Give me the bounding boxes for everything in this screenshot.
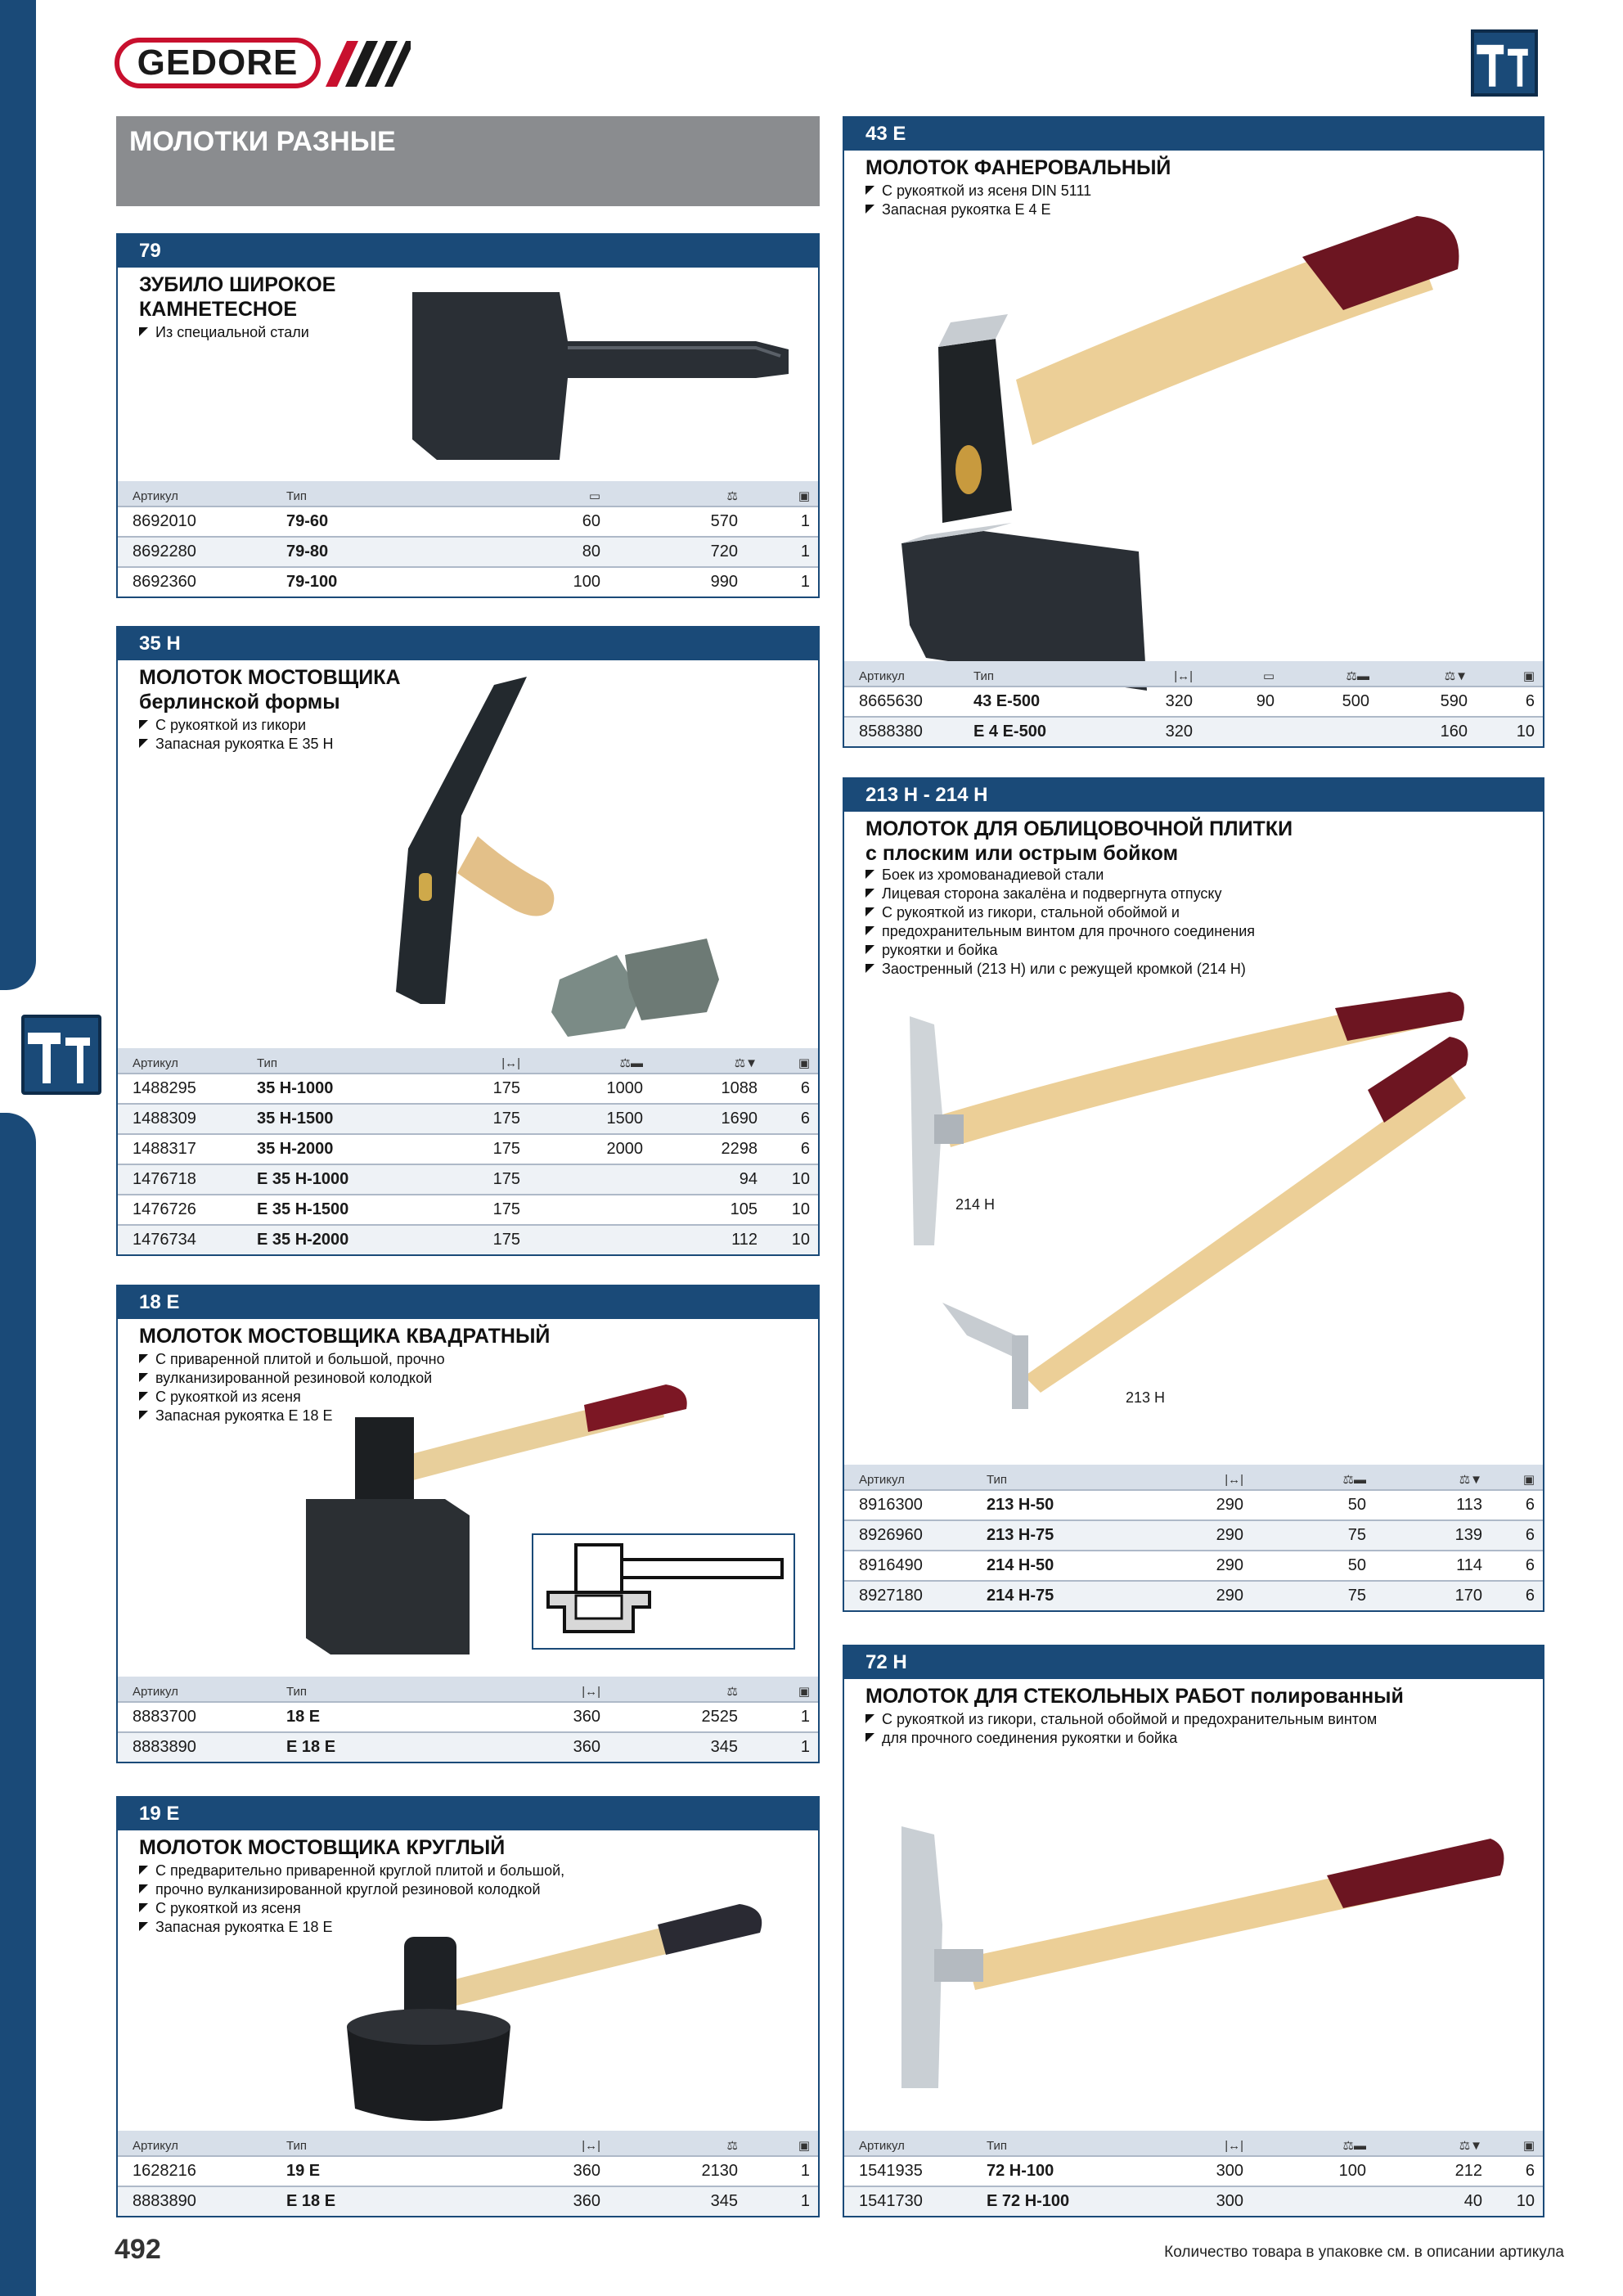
wide-chisel-image [404,284,797,464]
table-row: 1488295 35 H-1000 175 1000 1088 6 [118,1073,818,1103]
spec-table: Артикул Тип |↔| ⚖ ▣ 8883700 18 E 360 2525 1 8883890 E 18 E 360 345 1 [118,1677,818,1762]
table-row: 1476726 E 35 H-1500 175 105 10 [118,1194,818,1224]
width-mm-icon: ▭ [588,489,600,503]
spec-table: Артикул Тип |↔| ⚖▬ ⚖▼ ▣ 8916300 213 H-50 290 50 113 6 8926960 213 H-75 290 75 139 6 8916490 214 H-50 290 50 114 6 8927180 214 H-75 290 75 170 6 [844,1465,1543,1610]
package-icon: ▣ [798,489,810,503]
table-row: 8692010 79-60 60 570 1 [118,506,818,536]
card-213h-214h [843,777,1544,1612]
card-35h [116,626,820,1256]
side-tab-top [0,0,36,990]
card-title: МОЛОТОК МОСТОВЩИКА КРУГЛЫЙ [139,1836,506,1859]
card-code: 79 [118,235,818,268]
hammer-category-corner-icon[interactable] [1471,29,1538,97]
card-code: 43 E [844,118,1543,151]
table-row: 8927180 214 H-75 290 75 170 6 [844,1580,1543,1610]
page-title: МОЛОТКИ РАЗНЫЕ [129,126,396,157]
hammer-category-icon[interactable] [21,1015,101,1095]
table-row: 8692360 79-100 100 990 1 [118,566,818,597]
footer-note: Количество товара в упаковке см. в описании артикула [1164,2244,1564,2261]
table-row: 8665630 43 E-500 320 90 500 590 6 [844,686,1543,716]
weight-icon: ⚖ [726,489,738,503]
weight-icon: ⚖ [726,2139,738,2153]
gedore-logo: GEDORE [115,38,411,88]
card-title: МОЛОТОК ДЛЯ СТЕКОЛЬНЫХ РАБОТ полированный [865,1685,1404,1708]
table-row: 1541935 72 H-100 300 100 212 6 [844,2155,1543,2186]
table-row: 8883890 E 18 E 360 345 1 [118,1731,818,1762]
package-icon: ▣ [1522,669,1535,683]
card-bullets: Из специальной стали [139,323,309,342]
head-weight-icon: ⚖▬ [619,1056,643,1070]
total-weight-icon: ⚖▼ [734,1056,758,1070]
table-row: 8692280 79-80 80 720 1 [118,536,818,566]
card-code: 72 H [844,1646,1543,1679]
spec-table: Артикул Тип |↔| ⚖▬ ⚖▼ ▣ 1541935 72 H-100 300 100 212 6 1541730 E 72 H-100 300 40 10 [844,2131,1543,2216]
table-row: 1488317 35 H-2000 175 2000 2298 6 [118,1133,818,1164]
label-213h: 213 H [1126,1389,1166,1406]
table-row: 1488309 35 H-1500 175 1500 1690 6 [118,1103,818,1133]
card-bullets: С предварительно приваренной круглой плитой и большой, прочно вулканизированной круглой резиновой колодкой С рукояткой из ясеня Запасная рукоятка E 18 E [139,1862,564,1937]
weight-icon: ⚖ [726,1685,738,1699]
paving-hammer-image [314,677,740,1069]
card-19e [116,1796,820,2217]
head-weight-icon: ⚖▬ [1342,1473,1366,1487]
length-mm-icon: |↔| [1174,669,1193,683]
table-row: 1628216 19 E 360 2130 1 [118,2155,818,2186]
card-title: МОЛОТОК ФАНЕРОВАЛЬНЫЙ [865,156,1171,179]
card-title: МОЛОТОК ДЛЯ ОБЛИЦОВОЧНОЙ ПЛИТКИ с плоским или острым бойком [865,817,1293,865]
length-mm-icon: |↔| [1225,2139,1243,2153]
spec-table: Артикул Тип |↔| ⚖▬ ⚖▼ ▣ 1488295 35 H-1000 175 1000 1088 6 1488309 35 H-1500 175 1500 1690 6 1488317 35 H-2000 175 2000 2298 6 1476718 E 35 H-1000 175 94 10 1476726 E 35 H-1500 175 105 10 1476734 E 35 H-2000 175 112 10 [118,1048,818,1254]
table-row: 8883700 18 E 360 2525 1 [118,1701,818,1731]
card-title: ЗУБИЛО ШИРОКОЕ КАМНЕТЕСНОЕ [139,273,336,321]
width-mm-icon: ▭ [1262,669,1275,683]
head-weight-icon: ⚖▬ [1342,2139,1366,2153]
round-paving-hammer-image [347,1888,805,2133]
card-72h [843,1645,1544,2217]
package-icon: ▣ [798,2139,810,2153]
card-title: МОЛОТОК МОСТОВЩИКА берлинской формы [139,666,401,714]
profile-diagram [532,1533,795,1650]
table-row: 8926960 213 H-75 290 75 139 6 [844,1519,1543,1550]
card-43e [843,116,1544,748]
table-row: 1541730 E 72 H-100 300 40 10 [844,2186,1543,2216]
spec-table: Артикул Тип |↔| ▭ ⚖▬ ⚖▼ ▣ 8665630 43 E-500 320 90 500 590 6 8588380 E 4 E-500 320 160 10 [844,661,1543,746]
card-code: 35 H [118,628,818,660]
veneer-hammer-image [893,200,1499,707]
card-code: 18 E [118,1286,818,1319]
card-title: МОЛОТОК МОСТОВЩИКА КВАДРАТНЫЙ [139,1325,551,1348]
card-bullets: Боек из хромованадиевой стали Лицевая сторона закалёна и подвергнута отпуску С рукояткой из гикори, стальной обоймой и предохранительным винтом для прочного соединения рукоятки и бойка Заостренный (213 H) или с режущей кромкой (214 H) [865,866,1255,979]
card-bullets: С рукояткой из гикори Запасная рукоятка E 35 H [139,716,334,754]
spec-table: Артикул Тип |↔| ⚖ ▣ 1628216 19 E 360 2130 1 8883890 E 18 E 360 345 1 [118,2131,818,2216]
length-mm-icon: |↔| [1225,1473,1243,1487]
head-weight-icon: ⚖▬ [1346,669,1369,683]
length-mm-icon: |↔| [501,1056,520,1070]
table-row: 8883890 E 18 E 360 345 1 [118,2186,818,2216]
label-214h: 214 H [955,1196,996,1213]
spec-table: Артикул Тип ▭ ⚖ ▣ 8692010 79-60 60 570 1 8692280 79-80 80 720 1 8692360 79-100 100 990 1 [118,481,818,597]
card-bullets: С приваренной плитой и большой, прочно вулканизированной резиновой колодкой С рукояткой из ясеня Запасная рукоятка E 18 E [139,1350,445,1425]
card-code: 19 E [118,1798,818,1830]
side-tab-bottom [0,1113,36,2296]
total-weight-icon: ⚖▼ [1444,669,1468,683]
length-mm-icon: |↔| [582,2139,600,2153]
card-79 [116,233,820,598]
glazier-hammer-image [869,1794,1523,2096]
table-row: 8916300 213 H-50 290 50 113 6 [844,1489,1543,1519]
package-icon: ▣ [1522,1473,1535,1487]
table-row: 8588380 E 4 E-500 320 160 10 [844,716,1543,746]
table-row: 8916490 214 H-50 290 50 114 6 [844,1550,1543,1580]
table-row: 1476718 E 35 H-1000 175 94 10 [118,1164,818,1194]
package-icon: ▣ [1522,2139,1535,2153]
card-bullets: С рукояткой из гикори, стальной обоймой и предохранительным винтом для прочного соединения рукоятки и бойка [865,1710,1377,1748]
page-number: 492 [115,2234,161,2265]
package-icon: ▣ [798,1685,810,1699]
card-bullets: С рукояткой из ясеня DIN 5111 Запасная рукоятка E 4 E [865,182,1091,219]
table-row: 1476734 E 35 H-2000 175 112 10 [118,1224,818,1254]
length-mm-icon: |↔| [582,1685,600,1699]
card-18e [116,1285,820,1763]
package-icon: ▣ [798,1056,810,1070]
card-code: 213 H - 214 H [844,779,1543,812]
page-header [116,116,820,206]
total-weight-icon: ⚖▼ [1459,2139,1482,2153]
total-weight-icon: ⚖▼ [1459,1473,1482,1487]
